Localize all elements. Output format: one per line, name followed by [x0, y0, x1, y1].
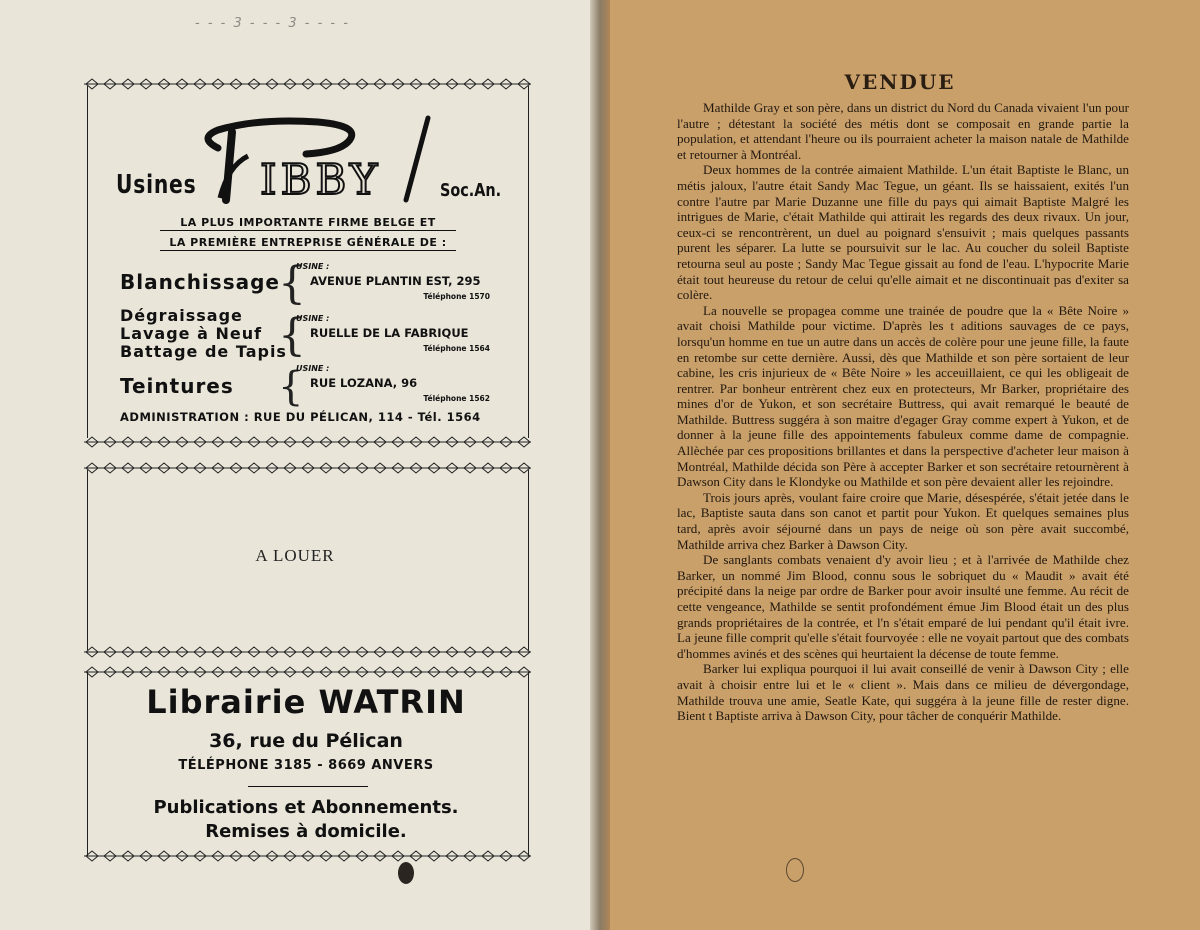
binding-hole-left	[398, 862, 414, 884]
ribby-administration: ADMINISTRATION : RUE DU PÉLICAN, 114 - Tél. 1564	[120, 410, 481, 424]
story-text	[677, 100, 1129, 724]
usine-label-1: USINE :	[296, 262, 330, 271]
story-paragraph-3: La nouvelle se propagea comme une trainée de poudre que la « Bête Noire » avait choisi Mathilde pour victime. D'après les t aditions sauvages de ce pays, lorsqu'un homme en tue un autre dans un accès de colère pour une jeune fille, la faute en retombe sur cette dernière. Aussi, dès que Mathilde et son père sortaient de leur cabine, les cris injurieux de « Bête Noire » les acceuillaient, ce qui les obligeait de rentrer. Par bonheur entrèrent chez eux en protecteurs, Mr Barker, propriétaire des mines d'or de Yukon, et son secrétaire Buttress, qui avait remarqué le beauté de Mathilde. Buttress suggéra à son maitre d'egager Gray comme expert à Yukon, et de donner à la jeune fille des appointements fabuleux comme dame de compagnie. Allèchée par ces propositions brillantes et dans la perspective d'acheter leur maison à Montréal, Mathilde décida son Père à accepter Barker et son secrétaire retournèrent à Dawson City dans le Klondyke ou Mathilde et son père devaient aller les rejoindre.	[677, 302, 1129, 490]
usine-phone-3: Téléphone 1562	[423, 394, 490, 403]
usines-label: Usines	[116, 170, 197, 200]
ornament-border-bottom-3	[84, 850, 531, 862]
a-louer-text: A LOUER	[255, 546, 335, 565]
ribby-tagline-2: LA PREMIÈRE ENTREPRISE GÉNÉRALE DE :	[169, 236, 447, 249]
usine-address-2: RUELLE DE LA FABRIQUE	[310, 326, 469, 340]
brace-3: {	[278, 364, 304, 410]
ribby-tagline-1: LA PLUS IMPORTANTE FIRME BELGE ET	[180, 216, 436, 229]
pencil-note: - - - 3 - - - 3 - - - -	[195, 16, 350, 31]
ornament-border-bottom-2	[84, 646, 531, 658]
watrin-rule	[248, 786, 368, 787]
watrin-services	[100, 796, 512, 844]
watrin-line-2: Remises à domicile.	[205, 821, 407, 842]
book-gutter	[590, 0, 610, 930]
usine-label-2: USINE :	[296, 314, 330, 323]
watrin-phone: TÉLÉPHONE 3185 - 8669 ANVERS	[178, 758, 434, 773]
tagline-rule-2	[160, 250, 456, 251]
usine-address-1: AVENUE PLANTIN EST, 295	[310, 274, 481, 288]
soc-an-label: Soc.An.	[440, 180, 502, 201]
svg-text:IBBY: IBBY	[260, 155, 382, 204]
service-battage: Battage de Tapis	[120, 342, 287, 361]
ornament-border-bottom	[84, 436, 531, 448]
usine-phone-2: Téléphone 1564	[423, 344, 490, 353]
brace-1: {	[278, 258, 306, 309]
story-title: VENDUE	[844, 70, 956, 94]
usine-label-3: USINE :	[296, 364, 330, 373]
service-teintures: Teintures	[120, 374, 234, 398]
brace-2: {	[278, 310, 306, 361]
story-paragraph-6: Barker lui expliqua pourquoi il lui avait conseillé de venir à Dawson City ; elle avait à choisir entre lui et le « client ». Mais dans ce milieu de dévergondage, Mathilde trouva une amie, Seatle Kate, qui suggéra à la jeune fille de rester digne. Bient t Baptiste arriva à Dawson City, pour tâcher de conquérir Mathilde.	[677, 661, 1129, 724]
usine-phone-1: Téléphone 1570	[423, 292, 490, 301]
tagline-rule-1	[160, 230, 456, 231]
watrin-address: 36, rue du Pélican	[209, 730, 403, 752]
story-paragraph-1: Mathilde Gray et son père, dans un district du Nord du Canada vivaient l'un pour l'autre ; détestant la société des métis dont se composait en grande partie la population, et attendant l'heure ou ils pourraient acheter la maison natale de Mathilde et retourner à Montréal.	[677, 100, 1129, 162]
story-paragraph-2: Deux hommes de la contrée aimaient Mathilde. L'un était Baptiste le Blanc, un métis jaloux, l'autre était Sandy Mac Tegue, un géant. Ils se haissaient, exités l'un contre l'autre par Marie Duzanne une fille du pays qui aimait Baptiste Malgré les intrigues de Marie, c'était Mathilde qui attirait les regards des deux rivaux. Un jour, ceux-ci se rencontrèrent, un duel au poignard s'ensuivit ; mais quelques passants purent les séparer. La lutte se poursuivit sur le lac. Au coucher du soleil Baptiste retourna seul au poste ; Sandy Mac Tegue gissait au fond de l'eau. L'hypocrite Marie était tout heureuse du retour de celui qu'elle aimait et ne discontinuait pas d'exiter sa colère.	[677, 162, 1129, 303]
usine-address-3: RUE LOZANA, 96	[310, 376, 418, 390]
ribby-logo	[188, 108, 448, 209]
watrin-name: Librairie WATRIN	[146, 683, 466, 721]
story-paragraph-5: De sanglants combats venaient d'y avoir lieu ; et à l'arrivée de Mathilde chez Barker, un nommé Jim Blood, connu sous le sobriquet du « Maudit » avait été précipité dans la neige par ordre de Barker pour avoir insulté une femme. Au récit de cette vengeance, Mathilde se sentit profondément émue Jim Blood était un des plus grands propriétaires de la contrée, et l'n s'était emparé de lui pendant qu'il était ivre. La jeune fille comprit qu'elle s'était fourvoyée : elle ne voyait partout que des combats d'hommes avinés et des scènes qui heurtaient la décense de toute femme.	[677, 552, 1129, 661]
service-blanchissage: Blanchissage	[120, 270, 280, 294]
watrin-line-1: Publications et Abonnements.	[153, 797, 459, 818]
binding-hole-right	[786, 858, 804, 882]
story-paragraph-4: Trois jours après, voulant faire croire que Marie, désespérée, s'était jetée dans le lac, Baptiste sauta dans son canot et partit pour Yukon. Et quelques semaines plus tard, après avoir séjourné dans un pays de neige où son père avait succombé, Mathilde arriva chez Barker à Dawson City.	[677, 489, 1129, 552]
service-degraissage: Dégraissage	[120, 306, 243, 325]
service-lavage: Lavage à Neuf	[120, 324, 263, 343]
